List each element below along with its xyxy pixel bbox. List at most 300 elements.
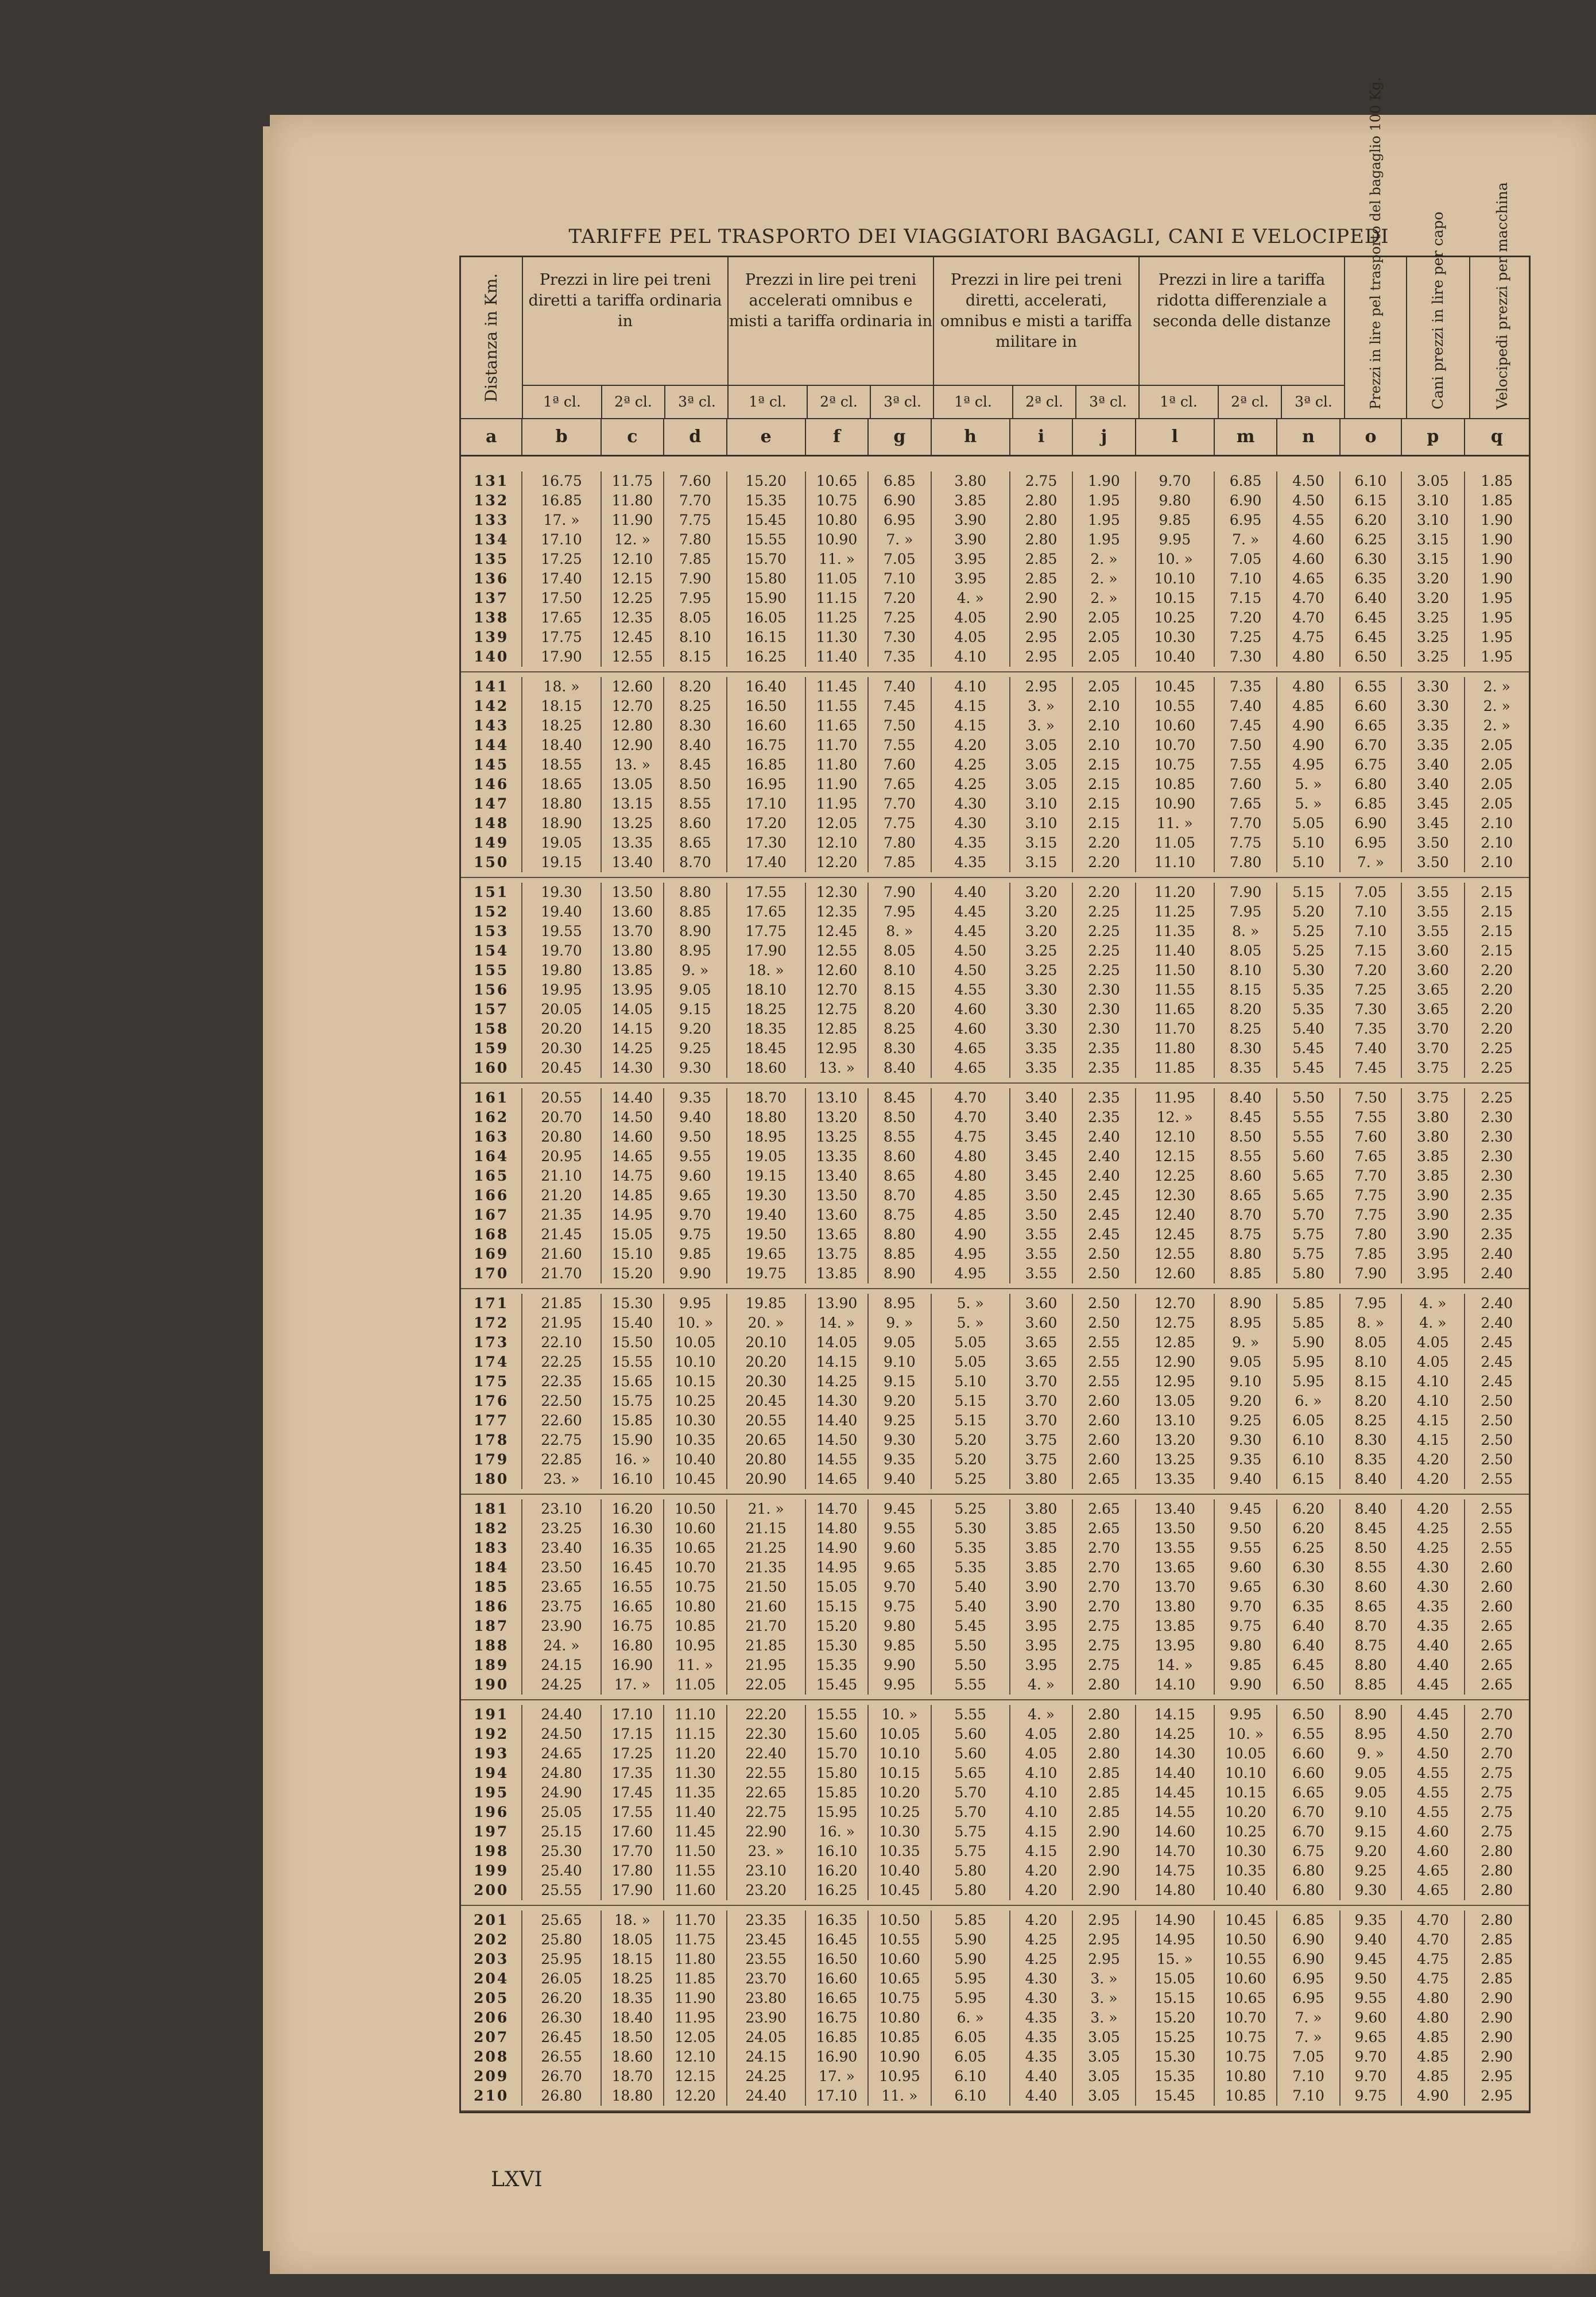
price-cell: 23.75 [522,1597,601,1617]
price-cell: 2.20 [1481,962,1513,979]
price-cell: 8.10 [869,961,931,980]
price-cell: 10.75 [806,491,869,511]
price-cell: 3.10 [1010,814,1073,833]
price-cell: 14.90 [806,1538,869,1558]
price-cell: 18.50 [602,2028,664,2047]
price-cell: 14.15 [1136,1705,1215,1724]
price-cell: 4.65 [932,1058,1010,1078]
price-cell: 14.70 [806,1499,869,1519]
price-cell: 9.90 [664,1264,727,1283]
price-cell: 10.80 [806,511,869,530]
price-cell: 2.05 [1481,776,1513,792]
price-cell: 9.50 [664,1127,727,1147]
price-cell: 2.15 [1073,794,1136,814]
header-group-l [1140,257,1345,418]
price-cell: 11.55 [806,697,869,716]
table-row [461,1969,1529,1989]
price-cell: 14.40 [806,1411,869,1430]
price-cell: 4.75 [1277,628,1340,647]
price-cell: 2.60 [1073,1450,1136,1470]
price-cell: 17.30 [727,833,806,853]
table-row [461,1499,1529,1519]
distance-cell: 166 [461,1186,522,1205]
price-cell: 13.50 [806,1186,869,1205]
distance-cell: 194 [461,1764,522,1783]
price-cell: 3. » [1010,697,1073,716]
price-cell: 2.80 [1073,1724,1136,1744]
price-cell: 18.60 [602,2047,664,2067]
price-cell: 3.55 [1010,1225,1073,1244]
price-cell: 5.45 [932,1617,1010,1636]
price-cell: 9.05 [1215,1352,1277,1372]
price-cell: 2. » [1073,569,1136,589]
price-cell: 12. » [602,530,664,550]
price-cell: 2.15 [1073,814,1136,833]
price-cell: 6. » [1277,1391,1340,1411]
price-cell: 13.80 [1136,1597,1215,1617]
price-cell: 7.25 [1215,628,1277,647]
price-cell: 10.95 [869,2067,931,2086]
price-cell: 10.15 [664,1372,727,1391]
price-cell: 14.60 [602,1127,664,1147]
price-cell: 7.10 [1341,902,1402,922]
price-cell: 16.05 [727,608,806,628]
price-cell: 6.10 [932,2067,1010,2086]
distance-cell: 168 [461,1225,522,1244]
price-cell: 11.40 [664,1803,727,1822]
header-group-h [934,257,1140,418]
price-cell: 9.75 [1341,2086,1402,2106]
table-row [461,1391,1529,1411]
price-cell: 2.90 [1073,1842,1136,1861]
price-cell: 6.40 [1277,1636,1340,1656]
price-cell: 21.25 [727,1538,806,1558]
price-cell: 8.15 [1215,980,1277,1000]
price-cell: 13.25 [602,814,664,833]
price-cell: 5.20 [1277,902,1340,922]
price-cell: 6.85 [1215,471,1277,491]
price-cell: 4.15 [1010,1842,1073,1861]
price-cell: 3. » [1073,1989,1136,2008]
price-cell: 10.65 [1215,1989,1277,2008]
table-row [461,1019,1529,1039]
price-cell: 5.95 [932,1989,1010,2008]
distance-cell: 140 [461,647,522,667]
price-cell: 2.70 [1481,1706,1513,1723]
price-cell: 4.30 [932,814,1010,833]
price-cell: 3.55 [1402,883,1465,902]
price-cell: 9.05 [1341,1783,1402,1803]
price-cell: 5.45 [1277,1039,1340,1058]
price-cell: 23.50 [522,1558,601,1577]
table-row [461,1744,1529,1764]
price-cell: 8.70 [869,1186,931,1205]
price-cell: 6.95 [1277,1969,1340,1989]
price-cell: 8.05 [1215,941,1277,961]
price-cell: 10.90 [869,2047,931,2067]
price-cell: 7.35 [869,647,931,667]
price-cell: 13.40 [806,1166,869,1186]
price-cell: 25.30 [522,1842,601,1861]
price-cell: 11.25 [806,608,869,628]
price-cell: 6.35 [1341,569,1402,589]
price-cell: 7.75 [1215,833,1277,853]
price-cell: 2.65 [1073,1519,1136,1538]
price-cell: 8.05 [664,608,727,628]
price-cell: 9.15 [664,1000,727,1019]
price-cell: 7.20 [1341,961,1402,980]
price-cell: 5.50 [932,1636,1010,1656]
distance-cell: 134 [461,530,522,550]
price-cell: 8. » [1215,922,1277,941]
table-row [461,941,1529,961]
price-cell: 15. » [1136,1950,1215,1969]
price-cell: 6. » [932,2008,1010,2028]
price-cell: 1.95 [1073,491,1136,511]
price-cell: 5.40 [932,1597,1010,1617]
price-cell: 3.25 [1010,941,1073,961]
price-cell: 15.05 [1136,1969,1215,1989]
table-row [461,1519,1529,1538]
price-cell: 4.90 [1402,2086,1465,2106]
price-cell: 3.95 [1010,1656,1073,1675]
price-cell: 6.85 [1277,1911,1340,1930]
price-cell: 9.30 [664,1058,727,1078]
price-cell: 15.75 [602,1391,664,1411]
price-cell: 11.65 [1136,1000,1215,1019]
price-cell: 8.70 [1215,1205,1277,1225]
price-cell: 10. » [664,1313,727,1333]
price-cell: 3.55 [1010,1244,1073,1264]
distance-cell: 139 [461,628,522,647]
table-row [461,511,1529,530]
price-cell: 6.80 [1277,1881,1340,1900]
price-cell: 2. » [1483,698,1510,714]
price-cell: 2.55 [1481,1501,1513,1517]
price-cell: 7.95 [869,902,931,922]
price-cell: 11.80 [602,491,664,511]
column-letter-q: q [1490,427,1503,447]
price-cell: 9.55 [869,1519,931,1538]
price-cell: 8.80 [1215,1244,1277,1264]
price-cell: 15.30 [1136,2047,1215,2067]
price-cell: 5.55 [1277,1127,1340,1147]
price-cell: 15.45 [806,1675,869,1695]
table-row [461,1911,1529,1930]
price-cell: 3.65 [1402,980,1465,1000]
price-cell: 11.30 [664,1764,727,1783]
price-cell: 15.65 [602,1372,664,1391]
price-cell: 4.60 [1277,550,1340,569]
price-cell: 23.45 [727,1930,806,1950]
price-cell: 16.50 [727,697,806,716]
price-cell: 20.55 [727,1411,806,1430]
table-row [461,794,1529,814]
price-cell: 17. » [522,511,601,530]
price-cell: 4.40 [1402,1636,1465,1656]
price-cell: 5.35 [932,1558,1010,1577]
price-cell: 5.30 [1277,961,1340,980]
price-cell: 11.70 [664,1911,727,1930]
price-cell: 7. » [1215,530,1277,550]
price-cell: 13.40 [1136,1499,1215,1519]
price-cell: 2.90 [1010,608,1073,628]
price-cell: 11.05 [806,569,869,589]
price-cell: 13.10 [806,1088,869,1108]
price-cell: 6.10 [1341,471,1402,491]
price-cell: 2.35 [1073,1108,1136,1127]
price-cell: 17.75 [522,628,601,647]
price-cell: 11.90 [664,1989,727,2008]
price-cell: 10.65 [664,1538,727,1558]
price-cell: 6.65 [1341,716,1402,736]
price-cell: 1.95 [1481,648,1513,665]
distance-cell: 161 [461,1088,522,1108]
price-cell: 8.35 [1341,1450,1402,1470]
price-cell: 2.50 [1073,1264,1136,1283]
price-cell: 14.70 [1136,1842,1215,1861]
price-cell: 10.25 [1215,1822,1277,1842]
price-cell: 8.35 [1215,1058,1277,1078]
price-cell: 2.35 [1073,1088,1136,1108]
price-cell: 7.60 [1341,1127,1402,1147]
price-cell: 8.20 [869,1000,931,1019]
price-cell: 16.20 [602,1499,664,1519]
price-cell: 4.25 [932,775,1010,794]
price-cell: 4.30 [1010,1969,1073,1989]
price-cell: 18. » [522,677,601,697]
price-cell: 2.70 [1073,1558,1136,1577]
price-cell: 20.20 [727,1352,806,1372]
price-cell: 18.25 [522,716,601,736]
price-cell: 5.20 [932,1430,1010,1450]
price-cell: 10.25 [869,1803,931,1822]
price-cell: 5.60 [1277,1147,1340,1166]
price-cell: 10.40 [869,1861,931,1881]
price-cell: 5.10 [932,1372,1010,1391]
price-cell: 2.95 [1073,1930,1136,1950]
price-cell: 2.15 [1073,755,1136,775]
price-cell: 11.55 [664,1861,727,1881]
price-cell: 14.75 [1136,1861,1215,1881]
price-cell: 2.10 [1073,716,1136,736]
price-cell: 9.20 [1341,1842,1402,1861]
price-cell: 15.20 [1136,2008,1215,2028]
price-cell: 17.15 [602,1724,664,1744]
price-cell: 2.25 [1481,1059,1513,1076]
price-cell: 5.60 [932,1724,1010,1744]
price-cell: 4.95 [932,1264,1010,1283]
price-cell: 10.40 [664,1450,727,1470]
price-cell: 9.10 [869,1352,931,1372]
price-cell: 4.70 [1277,608,1340,628]
price-cell: 9. » [1215,1333,1277,1352]
price-cell: 2.05 [1481,737,1513,753]
price-cell: 8.25 [1341,1411,1402,1430]
price-cell: 2.50 [1481,1393,1513,1409]
price-cell: 7.70 [664,491,727,511]
price-cell: 11.95 [664,2008,727,2028]
price-cell: 4.10 [1402,1372,1465,1391]
price-cell: 3. » [1073,1969,1136,1989]
price-cell: 2.90 [1481,2029,1513,2045]
price-cell: 6.85 [869,471,931,491]
price-cell: 16.95 [727,775,806,794]
table-row [461,1333,1529,1352]
price-cell: 8.40 [664,736,727,755]
price-cell: 10.20 [1215,1803,1277,1822]
price-cell: 5. » [932,1313,1010,1333]
price-cell: 11.95 [806,794,869,814]
class-label: 3ª cl. [1089,393,1127,410]
price-cell: 21.60 [522,1244,601,1264]
price-cell: 11.80 [664,1950,727,1969]
price-cell: 7.75 [869,814,931,833]
price-cell: 4.80 [932,1166,1010,1186]
price-cell: 16.30 [602,1519,664,1538]
price-cell: 20.30 [727,1372,806,1391]
price-cell: 15.40 [602,1313,664,1333]
distance-cell: 185 [461,1577,522,1597]
price-cell: 17.65 [522,608,601,628]
price-cell: 7.85 [869,853,931,872]
price-cell: 16.65 [602,1597,664,1617]
price-cell: 14.80 [806,1519,869,1538]
price-cell: 7.35 [1215,677,1277,697]
price-cell: 9.30 [869,1430,931,1450]
price-cell: 4.50 [932,941,1010,961]
table-row [461,755,1529,775]
price-cell: 23.65 [522,1577,601,1597]
price-cell: 18.05 [602,1930,664,1950]
price-cell: 8.80 [1341,1656,1402,1675]
price-cell: 9.85 [869,1636,931,1656]
price-cell: 11.65 [806,716,869,736]
price-cell: 11.70 [1136,1019,1215,1039]
price-cell: 7.05 [1341,883,1402,902]
price-cell: 3.85 [1402,1166,1465,1186]
price-cell: 5.50 [932,1656,1010,1675]
price-cell: 2.25 [1073,922,1136,941]
price-cell: 9.35 [664,1088,727,1108]
price-cell: 3. » [1073,2008,1136,2028]
distance-cell: 163 [461,1127,522,1147]
price-cell: 10. » [1136,550,1215,569]
price-cell: 4.20 [1402,1470,1465,1489]
price-cell: 11.75 [664,1930,727,1950]
price-cell: 14.75 [602,1166,664,1186]
price-cell: 3.90 [932,530,1010,550]
price-cell: 8.50 [1215,1127,1277,1147]
price-cell: 15.50 [602,1333,664,1352]
price-cell: 3.30 [1010,1019,1073,1039]
distance-cell: 201 [461,1911,522,1930]
column-letter-j: j [1073,419,1136,455]
price-cell: 20.55 [522,1088,601,1108]
price-cell: 20.80 [522,1127,601,1147]
table-row [461,1108,1529,1127]
price-cell: 2.85 [1073,1783,1136,1803]
price-cell: 11.70 [806,736,869,755]
price-cell: 7.55 [1341,1108,1402,1127]
price-cell: 6.70 [1277,1822,1340,1842]
price-cell: 9.85 [1136,511,1215,530]
price-cell: 10.30 [1136,628,1215,647]
price-cell: 23.90 [522,1617,601,1636]
price-cell: 7.95 [1341,1294,1402,1313]
table-row [461,883,1529,902]
price-cell: 17.40 [727,853,806,872]
price-cell: 11.85 [664,1969,727,1989]
price-cell: 18.35 [602,1989,664,2008]
table-row [461,1538,1529,1558]
price-cell: 14.50 [602,1108,664,1127]
price-cell: 9.85 [1215,1656,1277,1675]
price-cell: 10.60 [1215,1969,1277,1989]
price-cell: 5.70 [932,1803,1010,1822]
price-cell: 19.15 [727,1166,806,1186]
price-cell: 8.70 [1341,1617,1402,1636]
distance-cell: 133 [461,511,522,530]
price-cell: 2.75 [1481,1804,1513,1820]
price-cell: 7.85 [1341,1244,1402,1264]
price-cell: 9.95 [1215,1705,1277,1724]
price-cell: 10.55 [1136,697,1215,716]
price-cell: 8.55 [1215,1147,1277,1166]
price-cell: 2.30 [1073,980,1136,1000]
price-cell: 22.40 [727,1744,806,1764]
header-group-e [729,257,934,418]
price-cell: 10.90 [1136,794,1215,814]
price-cell: 4.20 [1010,1861,1073,1881]
price-cell: 2.70 [1073,1538,1136,1558]
price-cell: 7. » [1341,853,1402,872]
price-cell: 4.80 [932,1147,1010,1166]
price-cell: 2.80 [1481,1882,1513,1898]
price-cell: 2.45 [1481,1373,1513,1390]
distance-cell: 170 [461,1264,522,1283]
table-row [461,833,1529,853]
price-cell: 25.05 [522,1803,601,1822]
price-cell: 22.60 [522,1411,601,1430]
price-cell: 2.80 [1010,511,1073,530]
price-cell: 3.20 [1010,883,1073,902]
price-cell: 2.95 [1010,677,1073,697]
price-cell: 4.10 [1402,1391,1465,1411]
price-cell: 14.95 [806,1558,869,1577]
distance-cell: 199 [461,1861,522,1881]
price-cell: 13. » [806,1058,869,1078]
class-label: 2ª cl. [808,386,871,418]
price-cell: 12.15 [1136,1147,1215,1166]
price-cell: 18.10 [727,980,806,1000]
price-cell: 12.10 [664,2047,727,2067]
price-cell: 6.95 [1277,1989,1340,2008]
table-row [461,1294,1529,1313]
price-cell: 12.15 [602,569,664,589]
price-cell: 14.10 [1136,1675,1215,1695]
price-cell: 7.10 [1215,569,1277,589]
price-cell: 2.25 [1481,1040,1513,1057]
price-cell: 8.60 [1341,1577,1402,1597]
price-cell: 9.95 [1136,530,1215,550]
price-cell: 2.65 [1481,1676,1513,1693]
distance-cell: 138 [461,608,522,628]
price-cell: 13.50 [602,883,664,902]
price-cell: 26.45 [522,2028,601,2047]
price-cell: 5.75 [1277,1225,1340,1244]
price-cell: 9.05 [869,1333,931,1352]
